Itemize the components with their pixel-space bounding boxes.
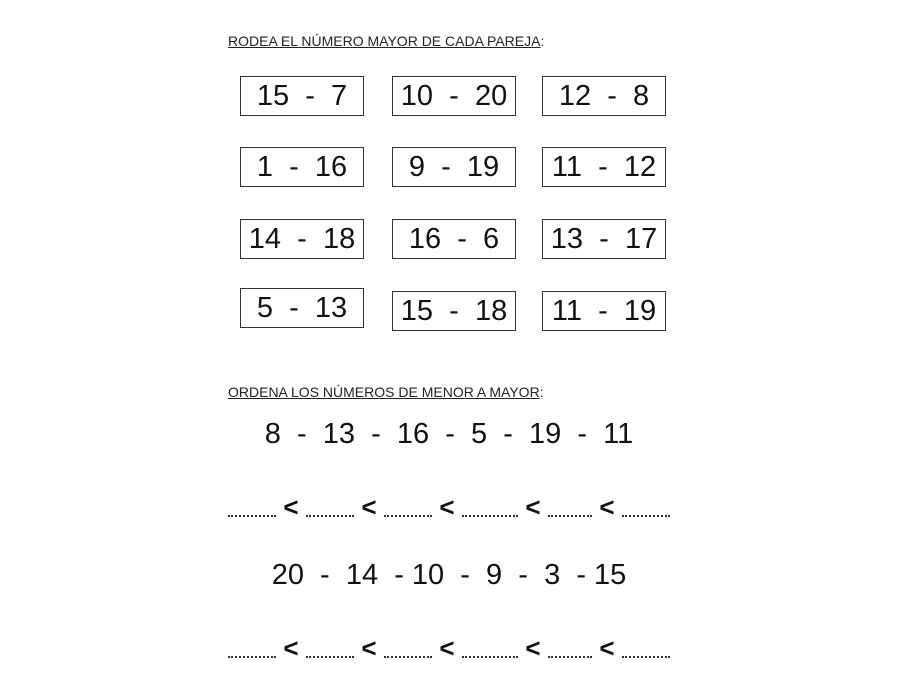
answer-row-1	[228, 490, 670, 520]
less-than-sign: <	[283, 492, 299, 522]
answer-blank[interactable]	[384, 513, 432, 517]
pair-box[interactable]: 5 - 13	[240, 288, 364, 328]
pair-box[interactable]: 10 - 20	[392, 76, 516, 116]
pair-box[interactable]: 16 - 6	[392, 219, 516, 259]
less-than-sign: <	[283, 633, 299, 663]
less-than-sign: <	[361, 633, 377, 663]
less-than-sign: <	[599, 633, 615, 663]
answer-blank[interactable]	[462, 513, 518, 517]
pair-box[interactable]: 15 - 18	[392, 291, 516, 331]
number-sequence-1: 8 - 13 - 16 - 5 - 19 - 11	[264, 418, 634, 450]
pair-box[interactable]: 14 - 18	[240, 219, 364, 259]
section-2-heading: ORDENA LOS NÚMEROS DE MENOR A MAYOR:	[228, 384, 544, 400]
pair-box[interactable]: 1 - 16	[240, 147, 364, 187]
number-sequence-2: 20 - 14 - 10 - 9 - 3 - 15	[271, 559, 627, 591]
less-than-sign: <	[599, 492, 615, 522]
answer-blank[interactable]	[384, 654, 432, 658]
answer-blank[interactable]	[622, 513, 670, 517]
section-1-title: RODEA EL NÚMERO MAYOR DE CADA PAREJA	[228, 33, 541, 49]
pair-box[interactable]: 11 - 19	[542, 291, 666, 331]
answer-blank[interactable]	[306, 654, 354, 658]
less-than-sign: <	[525, 633, 541, 663]
pair-box[interactable]: 13 - 17	[542, 219, 666, 259]
pair-box[interactable]: 11 - 12	[542, 147, 666, 187]
answer-blank[interactable]	[228, 654, 276, 658]
answer-blank[interactable]	[462, 654, 518, 658]
pair-box[interactable]: 12 - 8	[542, 76, 666, 116]
less-than-sign: <	[439, 633, 455, 663]
pair-box[interactable]: 9 - 19	[392, 147, 516, 187]
answer-blank[interactable]	[228, 513, 276, 517]
less-than-sign: <	[361, 492, 377, 522]
pair-box[interactable]: 15 - 7	[240, 76, 364, 116]
section-2-title: ORDENA LOS NÚMEROS DE MENOR A MAYOR	[228, 384, 540, 400]
less-than-sign: <	[439, 492, 455, 522]
less-than-sign: <	[525, 492, 541, 522]
answer-blank[interactable]	[622, 654, 670, 658]
section-1-heading: RODEA EL NÚMERO MAYOR DE CADA PAREJA:	[228, 33, 545, 49]
answer-blank[interactable]	[548, 513, 592, 517]
answer-blank[interactable]	[306, 513, 354, 517]
answer-blank[interactable]	[548, 654, 592, 658]
answer-row-2	[228, 631, 670, 661]
